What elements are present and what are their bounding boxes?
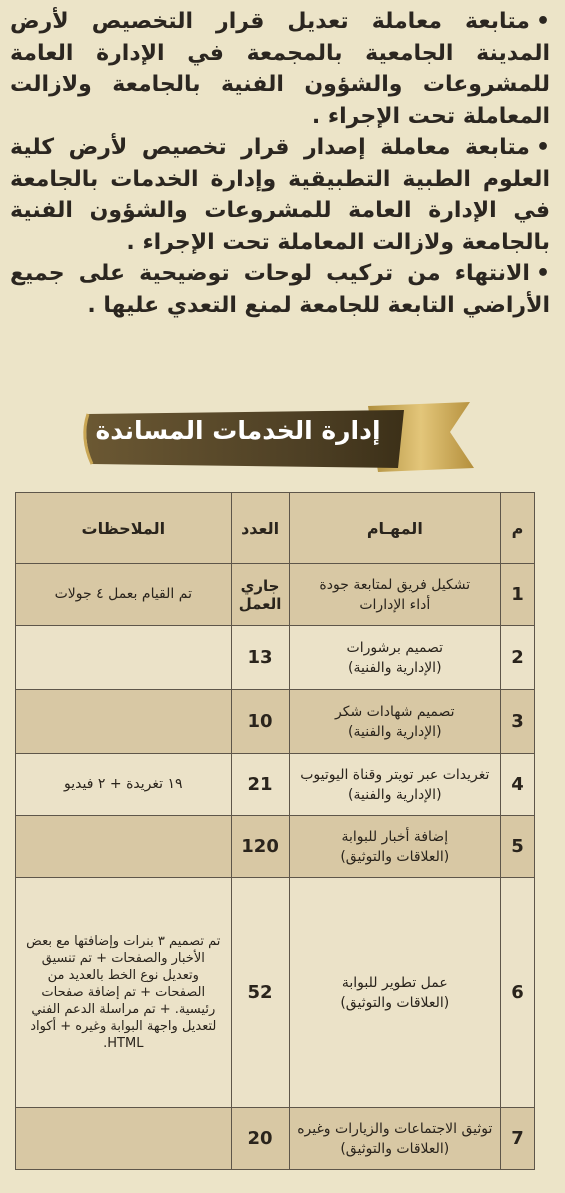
table-row: [16, 754, 535, 816]
row-num: 1: [501, 564, 535, 626]
row-notes: [16, 626, 232, 690]
row-notes: [16, 816, 232, 878]
intro-bullet-text: متابعة معاملة إصدار قرار تخصيص لأرض كلية العلوم الطبية التطبيقية وإدارة الخدمات بالجامعة في الإدارة العامة للمشروعات والشؤون الفنية بالجامعة ولازالت المعاملة تحت الإجراء .: [10, 135, 550, 255]
section-title: إدارة الخدمات المساندة: [95, 416, 381, 445]
row-task: [289, 690, 500, 754]
task-subtitle: (الإدارية والفنية): [348, 786, 442, 803]
table-row: [16, 878, 535, 1108]
row-task: [289, 1108, 500, 1170]
row-num: 6: [501, 878, 535, 1108]
row-num: 4: [501, 754, 535, 816]
intro-bullet: [10, 6, 550, 132]
intro-bullet: [10, 132, 550, 258]
task-subtitle: (الإدارية والفنية): [348, 659, 442, 676]
task-title: تصميم شهادات شكر: [335, 703, 455, 720]
row-task: [289, 878, 500, 1108]
row-num: 5: [501, 816, 535, 878]
table-header-row: [16, 493, 535, 564]
row-notes: تم القيام بعمل ٤ جولات: [16, 564, 232, 626]
header-notes: الملاحظات: [16, 493, 232, 564]
intro-bullet-text: الانتهاء من تركيب لوحات توضيحية على جميع الأراضي التابعة للجامعة لمنع التعدي عليها .: [10, 261, 550, 318]
row-task: [289, 816, 500, 878]
task-title: تشكيل فريق لمتابعة جودة: [319, 576, 471, 593]
task-subtitle: (الإدارية والفنية): [348, 723, 442, 740]
row-num: 3: [501, 690, 535, 754]
bullet-marker: •: [535, 135, 550, 160]
table-row: [16, 816, 535, 878]
tasks-table: [15, 492, 535, 1170]
row-num: 7: [501, 1108, 535, 1170]
row-notes: [16, 690, 232, 754]
row-count: 20: [231, 1108, 289, 1170]
task-title: تغريدات عبر تويتر وقناة اليوتيوب: [300, 766, 490, 783]
table-row: [16, 564, 535, 626]
row-notes: ١٩ تغريدة + ٢ فيديو: [16, 754, 232, 816]
row-notes: تم تصميم ٣ بنرات وإضافتها مع بعض الأخبار والصفحات + تم تنسيق وتعديل نوع الخط بالعديد من الصفحات + تم إضافة صفحات رئيسية. + تم مراسلة الدعم الفني لتعديل واجهة البوابة وغيره + أكواد HTML.: [16, 878, 232, 1108]
row-num: 2: [501, 626, 535, 690]
table-row: [16, 1108, 535, 1170]
header-num: م: [501, 493, 535, 564]
bullet-marker: •: [535, 9, 550, 34]
row-count: 21: [231, 754, 289, 816]
task-title: إضافة أخبار للبوابة: [341, 828, 449, 845]
table-row: [16, 626, 535, 690]
task-title: توثيق الاجتماعات والزيارات وغيره: [297, 1120, 493, 1137]
row-count: 13: [231, 626, 289, 690]
task-title: عمل تطوير للبوابة: [341, 974, 448, 991]
row-task: [289, 754, 500, 816]
intro-bullet: [10, 258, 550, 321]
intro-bullet-list: [10, 6, 550, 321]
section-banner: [78, 398, 478, 478]
header-count: العدد: [231, 493, 289, 564]
row-task: [289, 626, 500, 690]
row-notes: [16, 1108, 232, 1170]
intro-bullet-text: متابعة معاملة تعديل قرار التخصيص لأرض المدينة الجامعية بالمجمعة في الإدارة العامة للمشروعات والشؤون الفنية بالجامعة ولازالت المعاملة تحت الإجراء .: [10, 9, 550, 129]
bullet-marker: •: [535, 261, 550, 286]
table-row: [16, 690, 535, 754]
row-count: 10: [231, 690, 289, 754]
header-task: المهـام: [289, 493, 500, 564]
task-subtitle: أداء الإدارات: [359, 596, 431, 613]
row-count: 52: [231, 878, 289, 1108]
row-task: [289, 564, 500, 626]
task-subtitle: (العلاقات والتوثيق): [340, 848, 450, 865]
task-title: تصميم برشورات: [346, 639, 444, 656]
task-subtitle: (العلاقات والتوثيق): [340, 1140, 450, 1157]
row-count: جاري العمل: [231, 564, 289, 626]
row-count: 120: [231, 816, 289, 878]
task-subtitle: (العلاقات والتوثيق): [340, 994, 450, 1011]
